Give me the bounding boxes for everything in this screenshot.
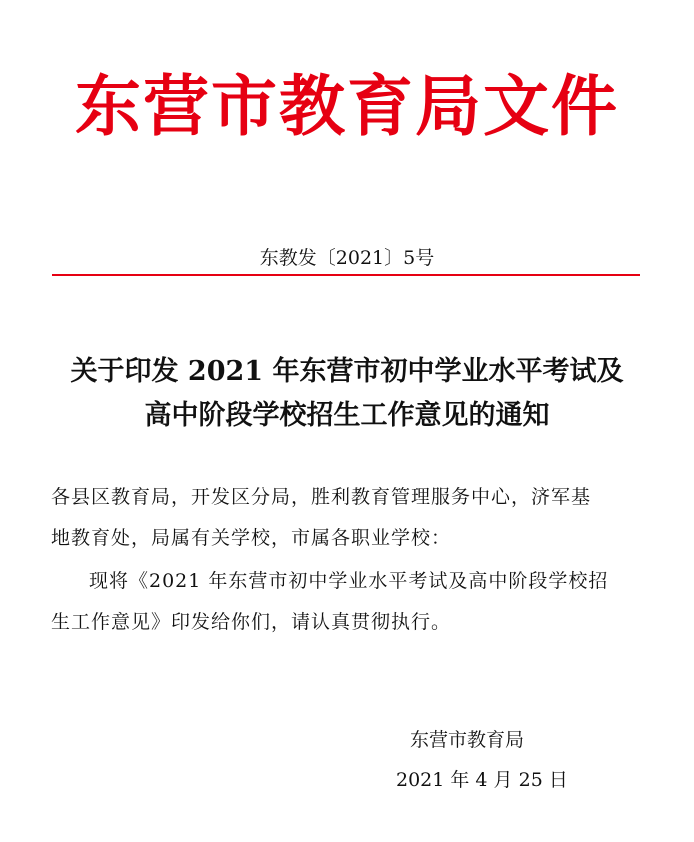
content-line-1: 现将《2021 年东营市初中学业水平考试及高中阶段学校招 <box>89 570 609 592</box>
document-number: 东教发〔2021〕5号 <box>259 247 435 269</box>
notice-title-line-1: 关于印发 2021 年东营市初中学业水平考试及 <box>70 356 624 387</box>
addressee-line-1: 各县区教育局，开发区分局，胜利教育管理服务中心，济军基 <box>51 486 592 508</box>
document-header-title: 东营市教育局文件 <box>75 67 619 145</box>
issue-date: 2021 年 4 月 25 日 <box>396 769 568 791</box>
addressee-line-2: 地教育处，局属有关学校，市属各职业学校： <box>51 527 452 549</box>
issuer-signature: 东营市教育局 <box>410 729 525 751</box>
notice-title-line-2: 高中阶段学校招生工作意见的通知 <box>144 400 550 431</box>
red-divider-line <box>52 274 640 276</box>
content-line-2: 生工作意见》印发给你们，请认真贯彻执行。 <box>51 611 452 633</box>
